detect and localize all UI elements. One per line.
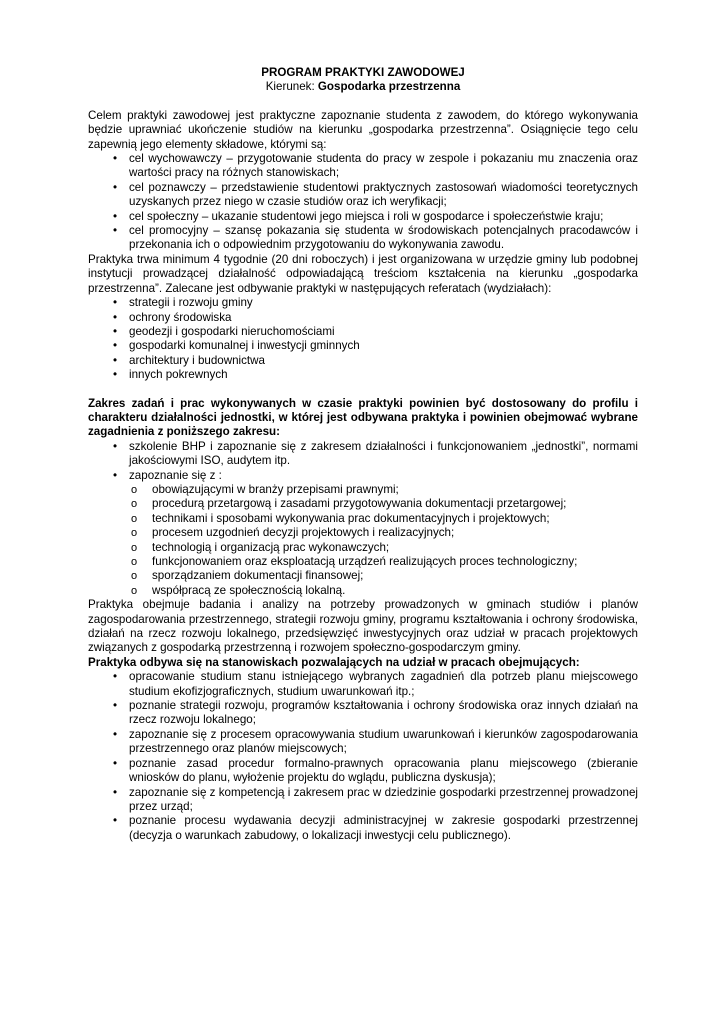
- scope-list: [88, 440, 638, 483]
- list-item: [88, 469, 638, 483]
- position-text: poznanie strategii rozwoju, programów kształtowania i ochrony środowiska oraz innych działań na rzecz rozwoju lokalnego;: [129, 699, 638, 727]
- bullet-icon: •: [112, 468, 118, 482]
- list-item: [88, 325, 638, 339]
- bullet-icon: •: [112, 699, 118, 713]
- bullet-icon: •: [112, 224, 118, 238]
- familiarize-text: technikami i sposobami wykonywania prac dokumentacyjnych i projektowych;: [152, 511, 550, 525]
- list-item: [88, 354, 638, 368]
- circle-bullet-icon: o: [130, 483, 138, 496]
- bullet-icon: •: [112, 785, 118, 799]
- bullet-icon: •: [112, 209, 118, 223]
- familiarize-text: współpracą ze społecznością lokalną.: [152, 583, 346, 597]
- goal-text: cel społeczny – ukazanie studentowi jego miejsca i roli w gospodarce i społeczeństwie kraju;: [129, 209, 604, 223]
- list-item: [88, 311, 638, 325]
- bullet-icon: •: [112, 814, 118, 828]
- list-item: [88, 224, 638, 253]
- scope-text: szkolenie BHP i zapoznanie się z zakresem działalności i funkcjonowaniem „jednostki”, normami jakościowymi ISO, audytem itp.: [129, 439, 638, 468]
- department-text: innych pokrewnych: [129, 368, 228, 382]
- list-item: [88, 497, 638, 511]
- position-text: poznanie zasad procedur formalno-prawnych opracowania planu miejscowego (zbieranie wniosków do planu, wyłożenie projektu do wglądu, publiczna dyskusja);: [129, 756, 638, 785]
- position-text: zapoznanie się z procesem opracowywania studium uwarunkowań i kierunków zagospodarowania przestrzennego oraz planów miejscowych;: [129, 727, 638, 756]
- department-text: geodezji i gospodarki nieruchomościami: [129, 324, 335, 338]
- list-item: [88, 152, 638, 181]
- familiarize-text: funkcjonowaniem oraz eksploatacją urządzeń realizujących proces technologiczny;: [152, 555, 578, 568]
- familiarize-text: procedurą przetargową i zasadami przygotowywania dokumentacji przetargowej;: [152, 497, 567, 511]
- document-page: [88, 66, 638, 843]
- list-item: [88, 584, 638, 598]
- position-text: opracowanie studium stanu istniejącego wybranych zagadnień dla potrzeb planu miejscowego studium ekofizjograficznych, studium uwarunkowań itp.;: [129, 670, 638, 698]
- bullet-icon: •: [112, 324, 118, 338]
- familiarize-text: technologią i organizacją prac wykonawczych;: [152, 540, 390, 554]
- document-subtitle: [88, 80, 638, 94]
- list-item: [88, 339, 638, 353]
- familiarize-text: procesem uzgodnień decyzji projektowych i realizacyjnych;: [152, 526, 455, 540]
- goal-text: cel promocyjny – szansę pokazania się studenta w środowiskach potencjalnych pracodawców i przekonania ich o odpowiednim przygotowaniu do wykonywania zawodu.: [129, 224, 638, 252]
- circle-bullet-icon: o: [130, 527, 138, 540]
- list-item: [88, 296, 638, 310]
- familiarize-text: sporządzaniem dokumentacji finansowej;: [152, 569, 364, 583]
- list-item: [88, 541, 638, 555]
- positions-heading: Praktyka odbywa się na stanowiskach pozwalających na udział w pracach obejmujących:: [88, 655, 580, 669]
- list-item: [88, 181, 638, 210]
- list-item: [88, 483, 638, 497]
- familiarize-text: obowiązującymi w branży przepisami prawnymi;: [152, 482, 399, 496]
- subtitle-prefix: Kierunek:: [265, 80, 318, 94]
- goals-list: [88, 152, 638, 253]
- goal-text: cel wychowawczy – przygotowanie studenta do pracy w zespole i pokazaniu mu znaczenia oraz wartości pracy na różnych stanowiskach;: [129, 152, 638, 180]
- bullet-icon: •: [112, 756, 118, 770]
- circle-bullet-icon: o: [130, 556, 138, 568]
- list-item: [88, 440, 638, 469]
- position-text: zapoznanie się z kompetencją i zakresem prac w dziedzinie gospodarki przestrzennej prowadzonej przez urząd;: [129, 785, 638, 813]
- bullet-icon: •: [112, 368, 118, 382]
- list-item: [88, 526, 638, 540]
- scope-heading: Zakres zadań i prac wykonywanych w czasie praktyki powinien być dostosowany do profilu i charakteru działalności jednostki, w której jest odbywana praktyka i powinien obejmować wybrane zagadnienia z poniższego zakresu:: [88, 396, 638, 439]
- document-title: PROGRAM PRAKTYKI ZAWODOWEJ: [261, 66, 465, 79]
- list-item: [88, 699, 638, 728]
- duration-paragraph: Praktyka trwa minimum 4 tygodnie (20 dni roboczych) i jest organizowana w urzędzie gminy lub podobnej instytucji prowadzącej działalność odpowiadającą treściom kształcenia na kierunku „gospodarka przestrzenna”. Zalecane jest odbywanie praktyki w następujących referatach (wydziałach):: [88, 252, 638, 295]
- familiarize-list: [88, 483, 638, 598]
- bullet-icon: •: [112, 727, 118, 741]
- circle-bullet-icon: o: [130, 512, 138, 525]
- list-item: [88, 512, 638, 526]
- goal-text: cel poznawczy – przedstawienie studentowi praktycznych zastosowań wiadomości teoretycznych uzyskanych przez niego w czasie studiów oraz ich weryfikacji;: [129, 180, 638, 209]
- list-item: [88, 728, 638, 757]
- list-item: [88, 814, 638, 843]
- circle-bullet-icon: o: [130, 541, 138, 554]
- spacer: [88, 95, 638, 109]
- bullet-icon: •: [112, 439, 118, 453]
- circle-bullet-icon: o: [130, 570, 138, 583]
- bullet-icon: •: [112, 152, 118, 166]
- department-text: ochrony środowiska: [129, 310, 232, 324]
- list-item: [88, 555, 638, 569]
- list-item: [88, 786, 638, 815]
- department-text: architektury i budownictwa: [129, 353, 265, 367]
- list-item: [88, 670, 638, 699]
- research-paragraph: Praktyka obejmuje badania i analizy na potrzeby prowadzonych w gminach studiów i planów zagospodarowania przestrzennego, strategii rozwoju gminy, programu kształtowania i ochrony środowiska, działań na rzecz rozwoju lokalnego, przedsięwzięć inwestycyjnych oraz udział w pracach projektowych związanych z gospodarką przestrzenną i rozwojem społeczno-gospodarczym gminy.: [88, 598, 638, 655]
- list-item: [88, 569, 638, 583]
- bullet-icon: •: [112, 339, 118, 353]
- bullet-icon: •: [112, 310, 118, 324]
- spacer: [88, 383, 638, 397]
- department-text: strategii i rozwoju gminy: [129, 296, 253, 310]
- bullet-icon: •: [112, 180, 118, 194]
- bullet-icon: •: [112, 353, 118, 367]
- positions-list: [88, 670, 638, 843]
- position-text: poznanie procesu wydawania decyzji administracyjnej w zakresie gospodarki przestrzennej (decyzja o warunkach zabudowy, o lokalizacji inwestycji celu publicznego).: [129, 814, 638, 842]
- subtitle-field: Gospodarka przestrzenna: [317, 80, 461, 94]
- bullet-icon: •: [112, 296, 118, 310]
- list-item: [88, 368, 638, 382]
- department-text: gospodarki komunalnej i inwestycji gminnych: [129, 339, 360, 353]
- bullet-icon: •: [112, 670, 118, 684]
- circle-bullet-icon: o: [130, 498, 138, 511]
- departments-list: [88, 296, 638, 382]
- list-item: [88, 210, 638, 224]
- list-item: [88, 757, 638, 786]
- scope-text: zapoznanie się z :: [129, 468, 222, 482]
- circle-bullet-icon: o: [130, 584, 138, 597]
- intro-paragraph: Celem praktyki zawodowej jest praktyczne zapoznanie studenta z zawodem, do którego wykonywania będzie uprawniać ukończenie studiów na kierunku „gospodarka przestrzenna”. Osiągnięcie tego celu zapewnią jego elementy składowe, którymi są:: [88, 108, 638, 151]
